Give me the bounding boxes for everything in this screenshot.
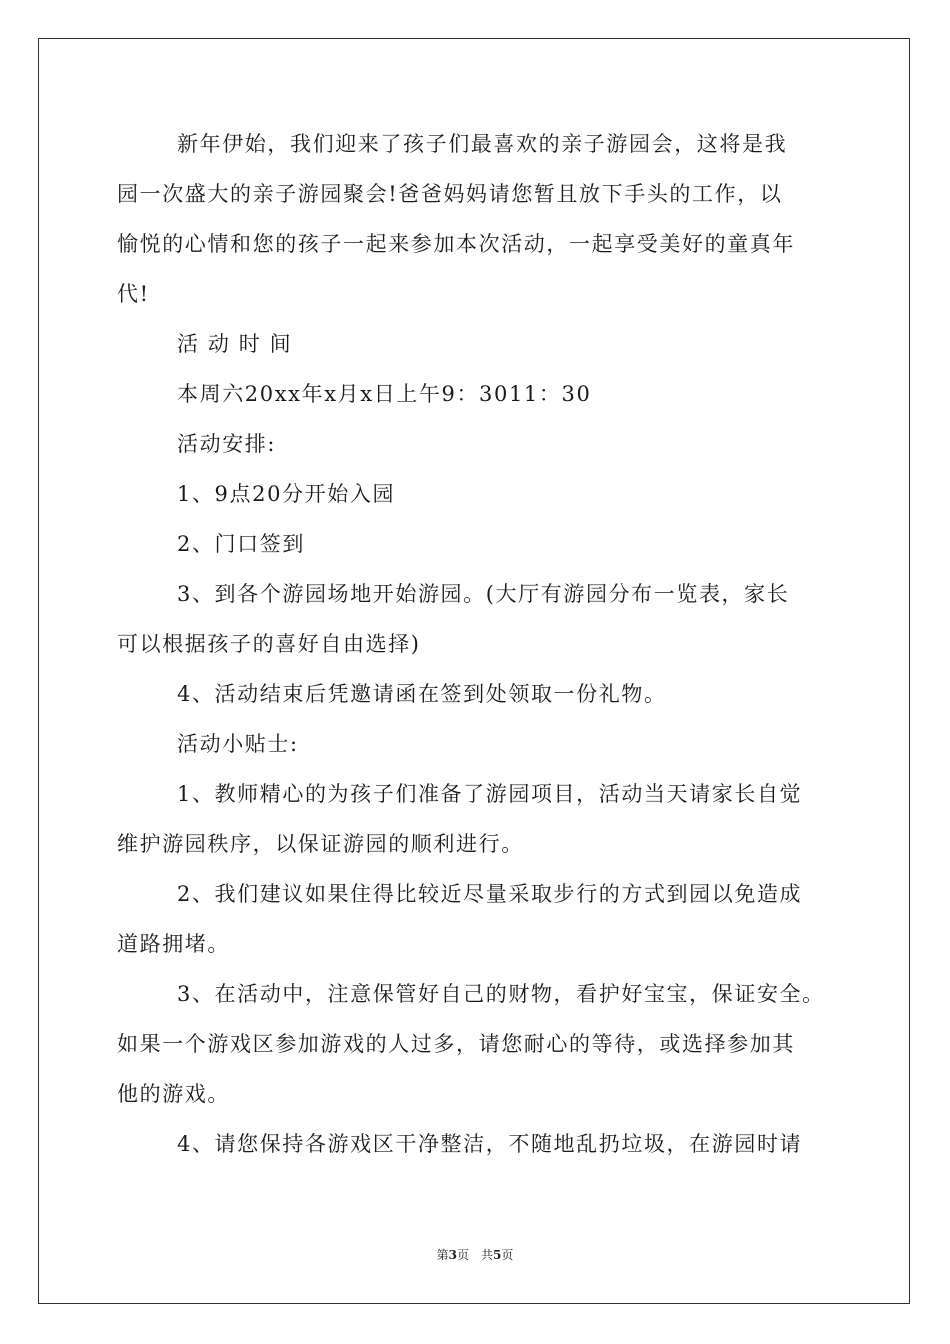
current-page-number: 3 bbox=[448, 1248, 457, 1262]
list-item-continuation: 如果一个游戏区参加游戏的人过多，请您耐心的等待，或选择参加其 bbox=[117, 1032, 795, 1056]
section-heading: 活动安排: bbox=[177, 432, 277, 456]
list-item-continuation: 可以根据孩子的喜好自由选择) bbox=[117, 632, 421, 656]
list-item-continuation: 他的游戏。 bbox=[117, 1082, 230, 1106]
total-pages-number: 5 bbox=[493, 1248, 502, 1262]
section-heading: 活 动 时 间 bbox=[177, 332, 293, 356]
section-heading: 活动小贴士: bbox=[177, 732, 299, 756]
paragraph-line: 愉悦的心情和您的孩子一起来参加本次活动，一起享受美好的童真年 bbox=[117, 232, 795, 256]
paragraph-line: 代! bbox=[117, 282, 150, 306]
list-item: 2、门口签到 bbox=[177, 532, 305, 556]
list-item-continuation: 道路拥堵。 bbox=[117, 932, 230, 956]
page-mid: 页 共 bbox=[456, 1248, 493, 1262]
list-item: 3、在活动中，注意保管好自己的财物，看护好宝宝，保证安全。 bbox=[177, 982, 825, 1006]
list-item: 1、教师精心的为孩子们准备了游园项目，活动当天请家长自觉 bbox=[177, 782, 803, 806]
list-item: 4、请您保持各游戏区干净整洁，不随地乱扔垃圾，在游园时请 bbox=[177, 1132, 803, 1156]
paragraph-line: 本周六20xx年x月x日上午9：3011：30 bbox=[177, 382, 592, 406]
page-footer bbox=[0, 1246, 950, 1264]
paragraph-line: 新年伊始，我们迎来了孩子们最喜欢的亲子游园会，这将是我 bbox=[177, 132, 788, 156]
list-item: 3、到各个游园场地开始游园。(大厅有游园分布一览表，家长 bbox=[177, 582, 790, 606]
paragraph-line: 园一次盛大的亲子游园聚会!爸爸妈妈请您暂且放下手头的工作，以 bbox=[117, 182, 783, 206]
page-suffix: 页 bbox=[501, 1248, 514, 1262]
list-item-continuation: 维护游园秩序，以保证游园的顺利进行。 bbox=[117, 832, 524, 856]
list-item: 2、我们建议如果住得比较近尽量采取步行的方式到园以免造成 bbox=[177, 882, 803, 906]
list-item: 1、9点20分开始入园 bbox=[177, 482, 396, 506]
page-prefix: 第 bbox=[436, 1248, 449, 1262]
list-item: 4、活动结束后凭邀请函在签到处领取一份礼物。 bbox=[177, 682, 667, 706]
